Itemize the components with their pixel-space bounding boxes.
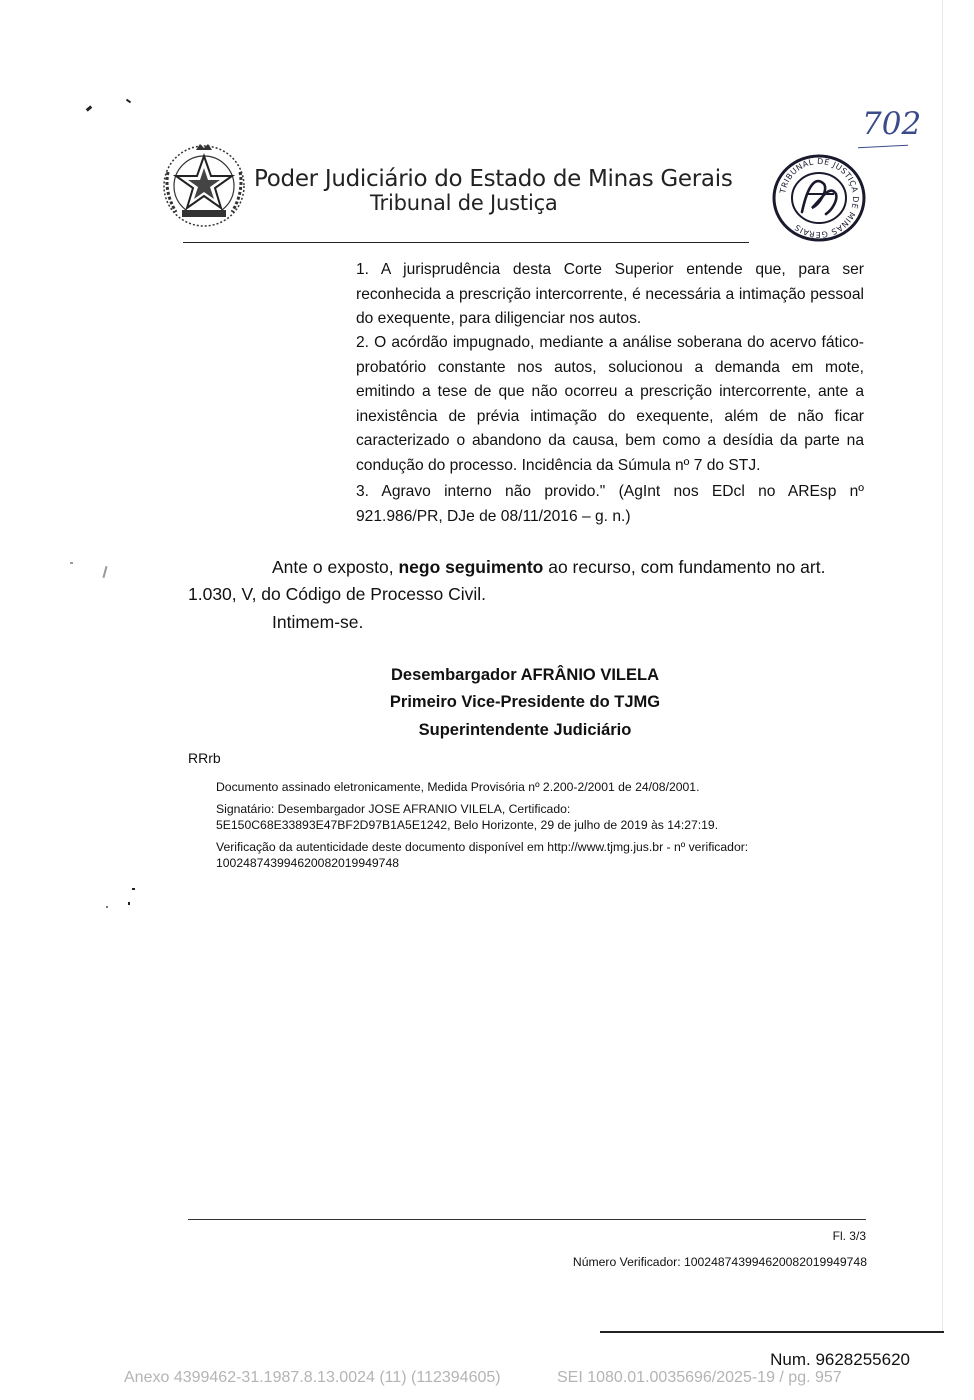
decision-prefix: Ante o exposto, — [272, 557, 399, 577]
signer-title: Primeiro Vice-Presidente do TJMG — [389, 693, 661, 711]
quote-item-2 — [356, 331, 864, 478]
esig-line-5: 100248743994620082019949748 — [216, 856, 400, 870]
scan-speck — [132, 888, 135, 890]
scan-page-bottom-edge — [600, 1331, 944, 1333]
scan-speck — [70, 562, 73, 564]
verifier-number: Número Verificador: 100248743994620082019949748 — [572, 1255, 867, 1269]
esig-line-1: Documento assinado eletronicamente, Medida Provisória nº 2.200-2/2001 de 24/08/2001. — [216, 780, 700, 794]
signer-role: Superintendente Judiciário — [418, 721, 632, 739]
court-seal-stamp — [772, 154, 866, 242]
scan-speck — [126, 99, 131, 104]
decision-paragraph — [272, 554, 825, 581]
closing-text: Intimem-se. — [272, 612, 364, 632]
footer-rule — [188, 1219, 866, 1220]
quote-text: 3. Agravo interno não provido." (AgInt nos EDcl no AREsp nº 921.986/PR, DJe de 08/11/2016 – g. n.) — [356, 483, 864, 525]
decision-suffix: ao recurso, com fundamento no art. — [543, 557, 826, 577]
decision-bold: nego seguimento — [398, 557, 544, 577]
quote-text: 1. A jurisprudência desta Corte Superior entende que, para ser reconhecida a prescrição intercorrente, é necessária a intimação pessoal do exequente, para diligenciar nos autos. — [356, 261, 864, 327]
quote-item-3 — [356, 480, 864, 529]
signer-name: Desembargador AFRÂNIO VILELA — [390, 666, 659, 684]
court-name: Tribunal de Justiça — [370, 191, 558, 215]
quote-text: 2. O acórdão impugnado, mediante a análise soberana do acervo fático-probatório constante nos autos, solucionou a demanda em mote, emitindo a tese de que não ocorreu a prescrição intercorrente, ante a inexistência de prévia intimação do exequente, além de não ficar caracterizado o abandono da causa, bem como a desídia da parte na condução do processo. Incidência da Súmula nº 7 do STJ. — [356, 334, 864, 474]
anexo-reference: Anexo 4399462-31.1987.8.13.0024 (11) (112394605) — [124, 1369, 501, 1386]
esig-line-4: Verificação da autenticidade deste documento disponível em http://www.tjmg.jus.br - nº verificador: — [216, 840, 749, 854]
folio-underline — [858, 145, 908, 149]
svg-text:TRIBUNAL DE JUSTIÇA DE MINAS G: TRIBUNAL DE JUSTIÇA DE MINAS GERAIS — [778, 156, 861, 240]
institution-name: Poder Judiciário do Estado de Minas Gerais — [254, 166, 733, 192]
quote-item-1 — [356, 258, 864, 332]
scan-speck — [86, 105, 93, 111]
folio-number: 702 — [862, 106, 922, 142]
scan-speck — [102, 566, 107, 578]
scan-speck — [128, 902, 130, 905]
header-rule — [183, 242, 749, 243]
page-number: Fl. 3/3 — [832, 1229, 866, 1243]
scan-page-edge — [942, 0, 943, 1333]
document-num: Num. 9628255620 — [770, 1350, 910, 1369]
sei-reference: SEI 1080.01.0035696/2025-19 / pg. 957 — [557, 1369, 842, 1386]
typist-initials: RRrb — [188, 750, 221, 766]
decision-line-2: 1.030, V, do Código de Processo Civil. — [188, 584, 487, 604]
scan-speck — [106, 906, 108, 908]
esig-line-3: 5E150C68E33893E47BF2D97B1A5E1242, Belo Horizonte, 29 de julho de 2019 às 14:27:19. — [216, 818, 719, 832]
coat-of-arms-emblem — [160, 142, 248, 230]
esig-line-2: Signatário: Desembargador JOSE AFRANIO VILELA, Certificado: — [216, 802, 571, 816]
